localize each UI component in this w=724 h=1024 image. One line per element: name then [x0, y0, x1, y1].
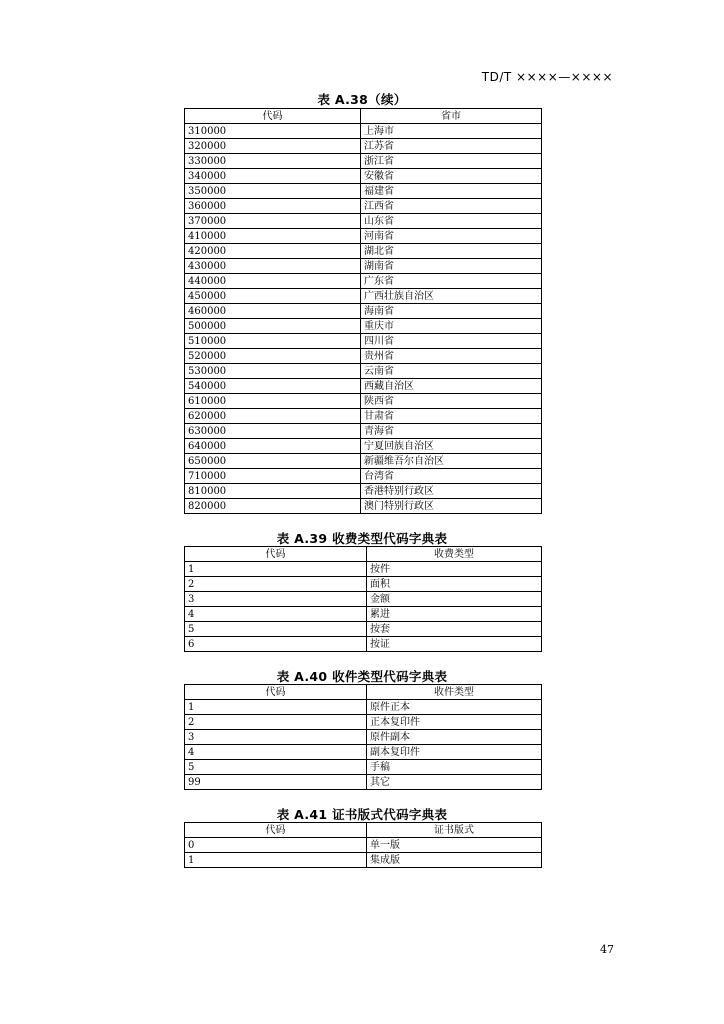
code-cell: 430000	[185, 259, 361, 274]
code-cell: 420000	[185, 244, 361, 259]
code-cell: 510000	[185, 334, 361, 349]
table-row	[185, 214, 542, 229]
table-title-a39: 表 A.39 收费类型代码字典表	[276, 531, 448, 546]
table-row	[185, 199, 542, 214]
table-row	[185, 715, 542, 730]
table-row	[185, 259, 542, 274]
table-row	[185, 394, 542, 409]
code-cell: 530000	[185, 364, 361, 379]
value-cell: 台湾省	[361, 469, 542, 484]
value-cell: 江苏省	[361, 139, 542, 154]
value-cell: 原件正本	[367, 700, 542, 715]
table-row	[185, 499, 542, 514]
code-cell: 4	[185, 607, 367, 622]
value-cell: 四川省	[361, 334, 542, 349]
column-header-province: 省市	[361, 109, 542, 124]
code-cell: 320000	[185, 139, 361, 154]
certificate-format-code-table	[184, 822, 542, 868]
table-row	[185, 184, 542, 199]
code-cell: 460000	[185, 304, 361, 319]
code-cell: 410000	[185, 229, 361, 244]
value-cell: 广东省	[361, 274, 542, 289]
code-cell: 0	[185, 838, 367, 853]
value-cell: 江西省	[361, 199, 542, 214]
table-row	[185, 592, 542, 607]
code-cell: 310000	[185, 124, 361, 139]
code-cell: 1	[185, 562, 367, 577]
value-cell: 云南省	[361, 364, 542, 379]
table-row	[185, 454, 542, 469]
code-cell: 650000	[185, 454, 361, 469]
code-cell: 1	[185, 853, 367, 868]
code-cell: 640000	[185, 439, 361, 454]
receipt-type-code-table	[184, 684, 542, 790]
table-row	[185, 319, 542, 334]
code-cell: 500000	[185, 319, 361, 334]
table-row	[185, 760, 542, 775]
value-cell: 浙江省	[361, 154, 542, 169]
value-cell: 海南省	[361, 304, 542, 319]
value-cell: 香港特别行政区	[361, 484, 542, 499]
table-row	[185, 169, 542, 184]
value-cell: 西藏自治区	[361, 379, 542, 394]
code-cell: 360000	[185, 199, 361, 214]
table-row	[185, 622, 542, 637]
page-number: 47	[600, 943, 614, 956]
code-cell: 620000	[185, 409, 361, 424]
value-cell: 手稿	[367, 760, 542, 775]
code-cell: 2	[185, 577, 367, 592]
value-cell: 上海市	[361, 124, 542, 139]
table-row	[185, 439, 542, 454]
table-row	[185, 853, 542, 868]
value-cell: 陕西省	[361, 394, 542, 409]
table-row	[185, 424, 542, 439]
code-cell: 4	[185, 745, 367, 760]
code-cell: 440000	[185, 274, 361, 289]
table-row	[185, 775, 542, 790]
table-row	[185, 409, 542, 424]
code-cell: 710000	[185, 469, 361, 484]
table-row	[185, 700, 542, 715]
value-cell: 青海省	[361, 424, 542, 439]
code-cell: 3	[185, 730, 367, 745]
column-header-receipt-type: 收件类型	[367, 685, 542, 700]
table-row	[185, 637, 542, 652]
code-cell: 610000	[185, 394, 361, 409]
value-cell: 副本复印件	[367, 745, 542, 760]
table-title-a40: 表 A.40 收件类型代码字典表	[276, 669, 448, 684]
table-row	[185, 124, 542, 139]
code-cell: 5	[185, 622, 367, 637]
code-cell: 630000	[185, 424, 361, 439]
code-cell: 540000	[185, 379, 361, 394]
column-header-code: 代码	[185, 547, 367, 562]
value-cell: 重庆市	[361, 319, 542, 334]
value-cell: 正本复印件	[367, 715, 542, 730]
table-row	[185, 469, 542, 484]
table-row	[185, 139, 542, 154]
table-row	[185, 349, 542, 364]
table-row	[185, 484, 542, 499]
table-row	[185, 607, 542, 622]
code-cell: 820000	[185, 499, 361, 514]
code-cell: 1	[185, 700, 367, 715]
table-row	[185, 730, 542, 745]
column-header-certificate-format: 证书版式	[367, 823, 542, 838]
table-title-a38: 表 A.38（续）	[317, 92, 407, 107]
code-cell: 5	[185, 760, 367, 775]
value-cell: 金额	[367, 592, 542, 607]
table-row	[185, 289, 542, 304]
table-row	[185, 154, 542, 169]
column-header-code: 代码	[185, 109, 361, 124]
value-cell: 广西壮族自治区	[361, 289, 542, 304]
code-cell: 520000	[185, 349, 361, 364]
code-cell: 3	[185, 592, 367, 607]
code-cell: 6	[185, 637, 367, 652]
table-row	[185, 304, 542, 319]
column-header-code: 代码	[185, 685, 367, 700]
table-row	[185, 244, 542, 259]
value-cell: 贵州省	[361, 349, 542, 364]
value-cell: 宁夏回族自治区	[361, 439, 542, 454]
value-cell: 其它	[367, 775, 542, 790]
code-cell: 340000	[185, 169, 361, 184]
value-cell: 按件	[367, 562, 542, 577]
table-row	[185, 364, 542, 379]
code-cell: 350000	[185, 184, 361, 199]
value-cell: 河南省	[361, 229, 542, 244]
table-title-a41: 表 A.41 证书版式代码字典表	[276, 807, 448, 822]
table-row	[185, 274, 542, 289]
table-row	[185, 562, 542, 577]
code-cell: 810000	[185, 484, 361, 499]
value-cell: 安徽省	[361, 169, 542, 184]
value-cell: 新疆维吾尔自治区	[361, 454, 542, 469]
table-row	[185, 229, 542, 244]
value-cell: 集成版	[367, 853, 542, 868]
value-cell: 湖北省	[361, 244, 542, 259]
code-cell: 99	[185, 775, 367, 790]
code-cell: 2	[185, 715, 367, 730]
value-cell: 累进	[367, 607, 542, 622]
value-cell: 原件副本	[367, 730, 542, 745]
table-row	[185, 838, 542, 853]
value-cell: 澳门特别行政区	[361, 499, 542, 514]
value-cell: 按套	[367, 622, 542, 637]
column-header-fee-type: 收费类型	[367, 547, 542, 562]
table-row	[185, 577, 542, 592]
table-row	[185, 334, 542, 349]
value-cell: 按证	[367, 637, 542, 652]
value-cell: 福建省	[361, 184, 542, 199]
province-code-table	[184, 108, 542, 514]
code-cell: 370000	[185, 214, 361, 229]
code-cell: 450000	[185, 289, 361, 304]
table-row	[185, 379, 542, 394]
document-code: TD/T ××××—××××	[481, 70, 613, 84]
value-cell: 甘肃省	[361, 409, 542, 424]
code-cell: 330000	[185, 154, 361, 169]
column-header-code: 代码	[185, 823, 367, 838]
value-cell: 单一版	[367, 838, 542, 853]
table-row	[185, 745, 542, 760]
value-cell: 山东省	[361, 214, 542, 229]
fee-type-code-table	[184, 546, 542, 652]
value-cell: 湖南省	[361, 259, 542, 274]
value-cell: 面积	[367, 577, 542, 592]
